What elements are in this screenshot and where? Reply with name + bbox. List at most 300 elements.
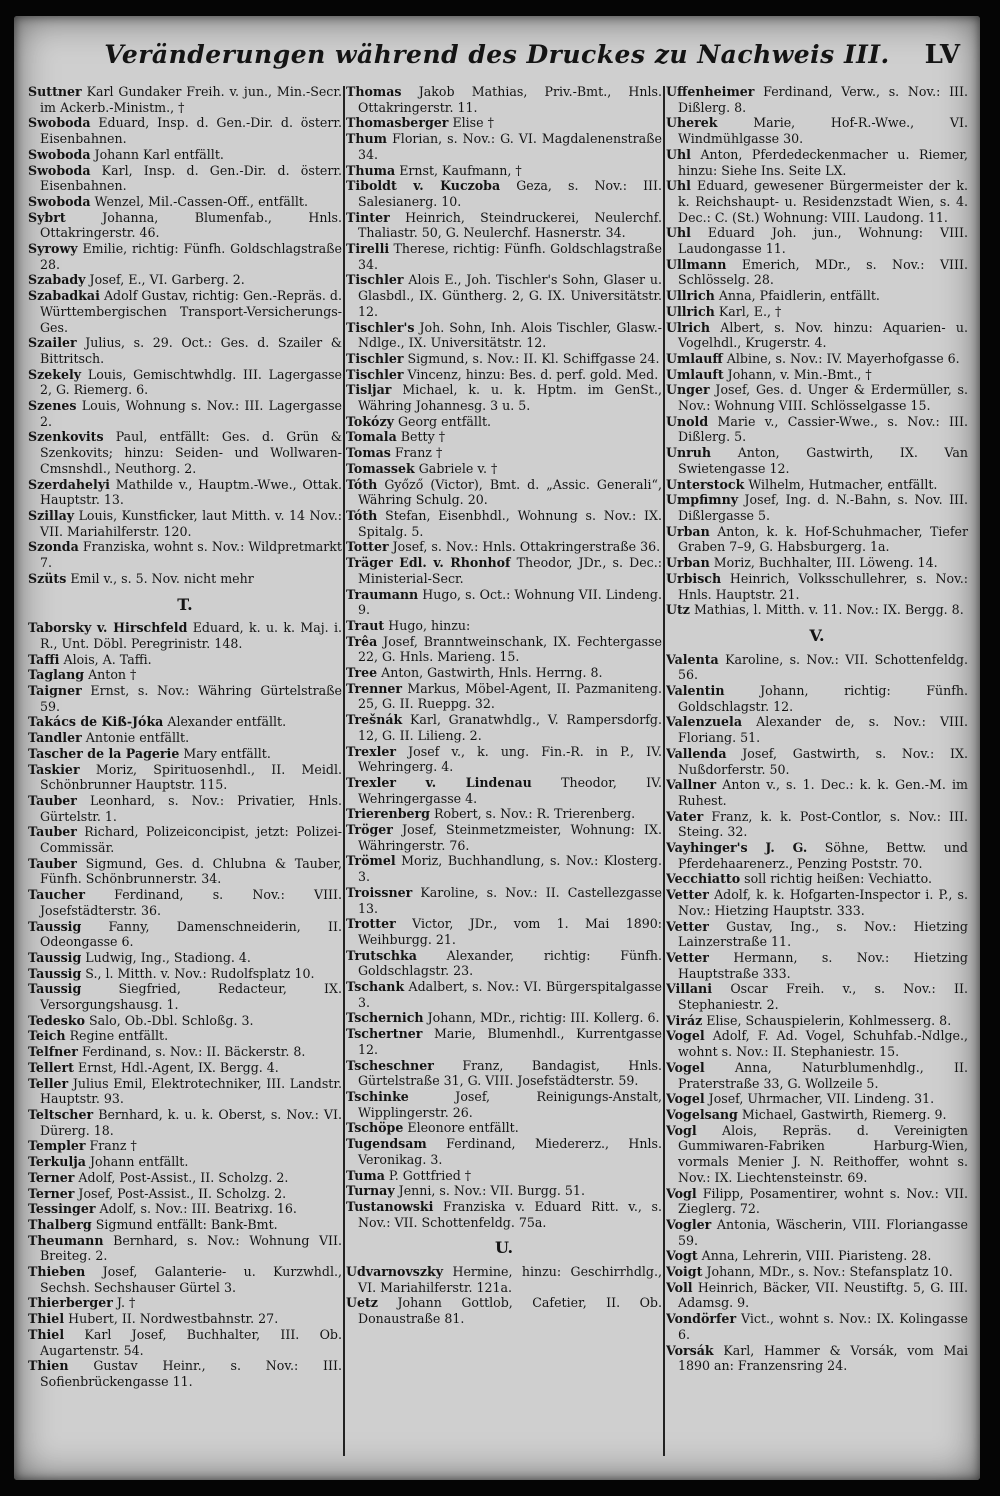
entry-name: Tomas <box>346 445 391 461</box>
directory-entry <box>346 131 662 162</box>
entry-name: Vogelsang <box>666 1107 738 1122</box>
entry-text: Ernst, Kaufmann, † <box>399 162 522 178</box>
directory-entry <box>28 1264 342 1295</box>
entry-text: Mary entfällt. <box>183 745 271 761</box>
directory-entry <box>666 777 968 808</box>
entry-text: Alois, Repräs. d. Vereinigten Gummiwaren-Fabriken Harburg-Wien, vormals Menier J. N. Reithoffer, wohnt s. Nov.: IX. Liechtensteinstr. 69. <box>678 1122 968 1185</box>
entry-name: Thomas <box>346 84 402 99</box>
directory-entry <box>666 414 968 445</box>
directory-entry <box>346 178 662 209</box>
directory-entry <box>666 1123 968 1186</box>
directory-entry <box>28 1028 342 1044</box>
entry-text: Anton, k. k. Hof-Schuhmacher, Tiefer Graben 7–9, G. Habsburgerg. 1a. <box>678 523 968 555</box>
directory-entry <box>28 288 342 335</box>
directory-entry <box>666 84 968 115</box>
entry-text: S., l. Mitth. v. Nov.: Rudolfsplatz 10. <box>85 965 315 981</box>
directory-entry <box>666 840 968 871</box>
entry-text: Moriz, Buchhalter, III. Löweng. 14. <box>713 555 938 571</box>
entry-text: Ernst, s. Nov.: Währing Gürtelstraße 59. <box>40 683 342 714</box>
entry-text: Josef, E., VI. Garberg. 2. <box>89 272 245 288</box>
directory-entry <box>346 948 662 979</box>
entry-name: Szabady <box>28 272 86 288</box>
entry-name: Tinter <box>346 209 390 225</box>
entry-text: Marie, Blumenhdl., Kurrentgasse 12. <box>358 1026 662 1057</box>
directory-entry <box>346 241 662 272</box>
entry-name: Traut <box>346 617 385 633</box>
entry-name: Swoboda <box>28 162 91 178</box>
entry-text: Adolf, k. k. Hofgarten-Inspector i. P., s. Nov.: Hietzing Hauptstr. 333. <box>678 887 968 918</box>
directory-entry <box>666 1107 968 1123</box>
directory-entry <box>666 1264 968 1280</box>
entry-name: Taskier <box>28 761 80 777</box>
entry-text: Albine, s. Nov.: IV. Mayerhofgasse 6. <box>726 350 960 366</box>
entry-text: Fanny, Damenschneiderin, II. Odeongasse 6. <box>40 918 342 950</box>
entry-text: Sigmund, Ges. d. Chlubna & Tauber, Fünfh. Schönbrunnerstr. 34. <box>40 855 342 887</box>
entry-name: Trexler v. Lindenau <box>346 774 532 790</box>
directory-entry <box>666 555 968 571</box>
directory-entry <box>346 775 662 806</box>
entry-text: Ludwig, Ing., Stadiong. 4. <box>85 949 251 965</box>
entry-text: Franz, k. k. Post-Contlor, s. Nov.: III. Steing. 32. <box>678 808 968 840</box>
entry-text: Söhne, Bettw. und Pferdehaarenerz., Penzing Poststr. 70. <box>678 840 968 871</box>
entry-text: Sigmund, s. Nov.: II. Kl. Schiffgasse 24. <box>407 350 660 366</box>
directory-entry <box>28 824 342 855</box>
directory-entry <box>28 429 342 476</box>
directory-entry <box>346 618 662 634</box>
entry-text: Jakob Mathias, Priv.-Bmt., Hnls. Ottakringerstr. 11. <box>358 84 662 115</box>
entry-text: Oscar Freih. v., s. Nov.: II. Stephaniestr. 2. <box>678 981 968 1013</box>
entry-name: Szillay <box>28 507 75 523</box>
directory-entry <box>346 1295 662 1326</box>
directory-entry <box>346 806 662 822</box>
directory-entry <box>666 524 968 555</box>
entry-name: Uetz <box>346 1295 378 1311</box>
entry-text: Antonie entfällt. <box>85 730 190 746</box>
entry-text: Hermann, s. Nov.: Hietzing Hauptstraße 333. <box>678 949 968 981</box>
entry-text: Adolf, F. Ad. Vogel, Schuhfab.-Ndlge., wohnt s. Nov.: II. Stephaniestr. 15. <box>678 1028 968 1060</box>
entry-name: Taborsky v. Hirschfeld <box>28 620 188 636</box>
entry-name: Thum <box>346 131 388 147</box>
entry-name: Vondörfer <box>666 1311 737 1327</box>
entry-text: Florian, s. Nov.: G. VI. Magdalenenstraße 34. <box>358 131 662 162</box>
entry-text: Stefan, Eisenbhdl., Wohnung s. Nov.: IX. Spitalg. 5. <box>358 507 662 539</box>
entry-name: Uffenheimer <box>666 84 755 99</box>
directory-entry <box>666 981 968 1012</box>
entry-name: Ullrich <box>666 303 715 319</box>
entry-name: Träger Edl. v. Rhonhof <box>346 555 511 571</box>
entry-name: Urban <box>666 555 710 571</box>
entry-name: Terner <box>28 1169 75 1185</box>
directory-entry <box>666 919 968 950</box>
directory-entry <box>28 762 342 793</box>
entry-text: Bernhard, k. u. k. Oberst, s. Nov.: VI. Dürerg. 18. <box>40 1107 342 1138</box>
entry-name: Tessinger <box>28 1201 96 1217</box>
entry-text: Theodor, IV. Wehringergasse 4. <box>358 774 662 806</box>
directory-entry <box>666 887 968 918</box>
section-heading: T. <box>177 594 193 614</box>
entry-name: Uhl <box>666 225 691 241</box>
entry-name: Vater <box>666 808 704 824</box>
entry-name: Thiel <box>28 1326 65 1342</box>
entry-text: Anton v., s. 1. Dec.: k. k. Gen.-M. im Ruhest. <box>678 777 968 808</box>
directory-entry <box>346 115 662 131</box>
directory-entry <box>666 304 968 320</box>
entry-text: Josef, Post-Assist., II. Scholzg. 2. <box>78 1185 287 1201</box>
entry-text: Győző (Victor), Bmt. d. „Assic. Generali“, Währing Schulg. 20. <box>358 476 662 508</box>
entry-text: Karl Josef, Buchhalter, III. Ob. Augartenstr. 54. <box>40 1326 342 1358</box>
entry-text: Marie v., Cassier-Wwe., s. Nov.: III. Dißlerg. 5. <box>678 413 968 445</box>
directory-entry <box>346 367 662 383</box>
directory-entry <box>28 1013 342 1029</box>
entry-name: Tröger <box>346 822 393 838</box>
entry-text: Emerich, MDr., s. Nov.: VIII. Schlösselg. 28. <box>678 256 968 288</box>
directory-entry <box>28 887 342 918</box>
entry-text: Emilie, richtig: Fünfh. Goldschlagstraße 28. <box>40 241 342 272</box>
entry-name: Tschank <box>346 979 405 995</box>
directory-entry <box>346 744 662 775</box>
directory-entry <box>666 351 968 367</box>
directory-entry <box>346 1058 662 1089</box>
directory-page <box>14 16 980 1480</box>
entry-name: Uherek <box>666 115 718 131</box>
directory-entry <box>666 178 968 225</box>
directory-entry <box>666 1217 968 1248</box>
entry-name: Taussig <box>28 918 82 934</box>
entry-name: Szenes <box>28 398 77 414</box>
entry-text: Mathias, l. Mitth. v. 11. Nov.: IX. Bergg. 8. <box>693 602 964 618</box>
directory-entry <box>28 919 342 950</box>
entry-name: Umlauff <box>666 350 723 366</box>
entry-text: Josef, Ing. d. N.-Bahn, s. Nov. III. Dißlergasse 5. <box>678 492 968 523</box>
column-divider <box>663 86 665 1456</box>
entry-text: Alexander de, s. Nov.: VIII. Floriang. 51. <box>678 714 968 746</box>
entry-text: Vincenz, hinzu: Bes. d. perf. gold. Med. <box>407 366 659 382</box>
directory-entry <box>28 1076 342 1107</box>
entry-text: P. Gottfried † <box>388 1167 472 1183</box>
directory-entry <box>346 210 662 241</box>
entry-name: Trierenberg <box>346 806 430 822</box>
entry-text: Adolf, Post-Assist., II. Scholzg. 2. <box>78 1169 289 1185</box>
entry-name: Syrowy <box>28 241 78 257</box>
entry-text: Eleonore entfällt. <box>407 1120 519 1136</box>
directory-entry <box>666 147 968 178</box>
entry-text: J. † <box>116 1295 136 1311</box>
entry-text: Louis, Wohnung s. Nov.: III. Lagergasse 2. <box>40 398 342 429</box>
entry-text: Karoline, s. Nov.: VII. Schottenfeldg. 56. <box>678 651 968 683</box>
entry-name: Traumann <box>346 586 419 602</box>
directory-entry <box>28 147 342 163</box>
entry-name: Vetter <box>666 887 709 903</box>
directory-entry <box>346 1120 662 1136</box>
entry-text: Georg entfällt. <box>397 413 492 429</box>
directory-entry <box>28 163 342 194</box>
directory-entry <box>28 367 342 398</box>
entry-name: Swoboda <box>28 193 91 209</box>
directory-entry <box>28 620 342 651</box>
entry-name: Villani <box>666 981 713 997</box>
entry-text: Julius, s. 29. Oct.: Ges. d. Szailer & Bittritsch. <box>40 335 342 366</box>
entry-name: Szüts <box>28 570 67 586</box>
directory-entry <box>346 351 662 367</box>
entry-text: Theodor, JDr., s. Dec.: Ministerial-Secr. <box>358 555 662 586</box>
entry-name: Uhl <box>666 178 691 194</box>
entry-name: Trutschka <box>346 947 417 963</box>
entry-text: Josef, Ges. d. Unger & Erdermüller, s. Nov.: Wohnung VIII. Schlösselgasse 15. <box>678 382 968 414</box>
directory-entry <box>346 1026 662 1057</box>
entry-name: Taussig <box>28 949 82 965</box>
entry-name: Tiboldt v. Kuczoba <box>346 178 501 194</box>
entry-name: Unterstock <box>666 476 745 492</box>
entry-text: soll richtig heißen: Vechiatto. <box>744 871 932 887</box>
entry-name: Tascher de la Pagerie <box>28 745 180 761</box>
entry-text: Albert, s. Nov. hinzu: Aquarien- u. Vogelhdl., Krugerstr. 4. <box>678 319 968 351</box>
entry-text: Heinrich, Bäcker, VII. Neustiftg. 5, G. III. Adamsg. 9. <box>678 1279 968 1311</box>
entry-text: Alois, A. Taffi. <box>63 651 152 667</box>
directory-entry <box>28 730 342 746</box>
entry-name: Ulrich <box>666 319 711 335</box>
entry-text: Betty † <box>400 429 446 445</box>
directory-entry <box>28 1217 342 1233</box>
directory-entry <box>28 210 342 241</box>
entry-name: Urbisch <box>666 570 722 586</box>
directory-entry <box>346 163 662 179</box>
directory-entry <box>28 477 342 508</box>
directory-entry <box>346 587 662 618</box>
entry-name: Thomasberger <box>346 115 449 131</box>
directory-entry <box>28 1295 342 1311</box>
entry-name: Tauber <box>28 792 77 808</box>
entry-name: Troissner <box>346 884 413 900</box>
entry-text: Paul, entfällt: Ges. d. Grün & Szenkovits; hinzu: Seiden- und Wollwaren-Cmsnshdl., Neuthorg. 2. <box>40 429 342 476</box>
directory-entry <box>346 555 662 586</box>
directory-entry <box>28 1170 342 1186</box>
entry-name: Trömel <box>346 853 396 869</box>
entry-name: Vogler <box>666 1216 712 1232</box>
directory-entry <box>346 681 662 712</box>
entry-text: Markus, Möbel-Agent, II. Pazmaniteng. 25, G. II. Rueppg. 32. <box>358 680 662 712</box>
entry-name: Tóth <box>346 507 378 523</box>
entry-name: Tugendsam <box>346 1136 427 1152</box>
entry-text: Julius Emil, Elektrotechniker, III. Landstr. Hauptstr. 93. <box>40 1075 342 1107</box>
directory-entry <box>28 272 342 288</box>
entry-text: Johann Gottlob, Cafetier, II. Ob. Donaustraße 81. <box>358 1295 662 1327</box>
entry-text: Emil v., s. 5. Nov. nicht mehr <box>70 570 254 586</box>
directory-entry <box>346 461 662 477</box>
entry-name: Voigt <box>666 1264 703 1280</box>
entry-text: Johann Karl entfällt. <box>94 146 224 162</box>
entry-text: Ferdinand, s. Nov.: II. Bäckerstr. 8. <box>81 1044 306 1060</box>
directory-entry <box>666 714 968 745</box>
entry-text: Anton, Pferdedeckenmacher u. Riemer, hinzu: Siehe Ins. Seite LX. <box>678 146 968 178</box>
directory-entry <box>666 1280 968 1311</box>
entry-name: Valenta <box>666 651 719 667</box>
directory-entry <box>28 115 342 146</box>
entry-text: Karl Gundaker Freih. v. jun., Min.-Secr. im Ackerb.-Ministm., † <box>40 84 342 115</box>
entry-text: Alexander, richtig: Fünfh. Goldschlagstr. 23. <box>358 947 662 979</box>
entry-name: Valenzuela <box>666 714 742 730</box>
entry-text: Hermine, hinzu: Geschirrhdlg., VI. Mariahilferstr. 121a. <box>358 1264 662 1295</box>
directory-entry <box>28 1138 342 1154</box>
directory-entry <box>28 1060 342 1076</box>
entry-text: Geza, s. Nov.: III. Salesianerg. 10. <box>358 178 662 209</box>
entry-name: Tisljar <box>346 382 392 398</box>
entry-text: Josef, Galanterie- u. Kurzwhdl., Sechsh. Sechshauser Gürtel 3. <box>40 1264 342 1295</box>
directory-entry <box>28 746 342 762</box>
directory-entry <box>346 1010 662 1026</box>
entry-text: Eduard Joh. jun., Wohnung: VIII. Laudongasse 11. <box>678 225 968 257</box>
entry-name: Udvarnovszky <box>346 1264 444 1280</box>
entry-name: Taffi <box>28 651 60 667</box>
entry-text: Marie, Hof-R.-Wwe., VI. Windmühlgasse 30. <box>678 115 968 147</box>
entry-text: Ernst, Hdl.-Agent, IX. Bergg. 4. <box>78 1059 279 1075</box>
page-number: LV <box>924 40 960 70</box>
entry-name: Tóth <box>346 476 378 492</box>
entry-name: Teller <box>28 1075 69 1091</box>
entry-text: Eduard, k. u. k. Maj. i. R., Unt. Döbl. Peregrinistr. 148. <box>40 620 342 651</box>
entry-text: Josef, Reinigungs-Anstalt, Wipplingerstr. 26. <box>358 1089 662 1120</box>
entry-text: Michael, k. u. k. Hptm. im GenSt., Währing Johannesg. 3 u. 5. <box>358 382 662 414</box>
entry-name: Valentin <box>666 683 725 699</box>
entry-text: Leonhard, s. Nov.: Privatier, Hnls. Gürtelstr. 1. <box>40 792 342 824</box>
directory-entry <box>346 1089 662 1120</box>
entry-text: Moriz, Buchhandlung, s. Nov.: Klosterg. 3. <box>358 853 662 885</box>
entry-name: Thieben <box>28 1264 86 1280</box>
entry-text: Johann, richtig: Fünfh. Goldschlagstr. 12. <box>678 683 968 714</box>
entry-name: Suttner <box>28 84 82 99</box>
directory-entry <box>28 1154 342 1170</box>
entry-text: Johann, MDr., richtig: III. Kollerg. 6. <box>427 1010 660 1026</box>
directory-entry <box>28 1233 342 1264</box>
entry-text: Siegfried, Redacteur, IX. Versorgungshausg. 1. <box>40 981 342 1013</box>
entry-text: Franz, Bandagist, Hnls. Gürtelstraße 31, G. VIII. Josefstädterstr. 59. <box>358 1057 662 1089</box>
entry-text: Johann, v. Min.-Bmt., † <box>727 366 872 382</box>
directory-entry <box>666 1028 968 1059</box>
entry-text: Joh. Sohn, Inh. Alois Tischler, Glasw.-Ndlge., IX. Universitätstr. 12. <box>358 319 662 351</box>
entry-name: Tellert <box>28 1059 74 1075</box>
entry-text: Elise, Schauspielerin, Kohlmesserg. 8. <box>706 1012 952 1028</box>
entry-name: Tedesko <box>28 1012 85 1028</box>
entry-text: Eduard, Insp. d. Gen.-Dir. d. österr. Eisenbahnen. <box>40 115 342 147</box>
entry-name: Vogel <box>666 1028 705 1044</box>
entry-text: Franz † <box>89 1138 137 1154</box>
directory-entry <box>346 979 662 1010</box>
directory-entry <box>346 320 662 351</box>
entry-name: Tschernich <box>346 1010 424 1026</box>
entry-text: Wenzel, Mil.-Cassen-Off., entfällt. <box>94 193 308 209</box>
entry-text: Heinrich, Volksschullehrer, s. Nov.: Hnls. Hauptstr. 21. <box>678 570 968 602</box>
entry-text: Anton, Gastwirth, IX. Van Swietengasse 12. <box>678 445 968 476</box>
entry-text: Michael, Gastwirth, Riemerg. 9. <box>741 1107 947 1122</box>
directory-entry <box>28 1186 342 1202</box>
directory-entry <box>28 950 342 966</box>
entry-name: Vayhinger's J. G. <box>666 840 808 856</box>
page-title: Veränderungen während des Druckes zu Nachweis III. <box>104 40 890 69</box>
entry-name: Taussig <box>28 981 82 997</box>
entry-name: Tomassek <box>346 460 415 476</box>
entry-text: Moriz, Spirituosenhdl., II. Meidl. Schönbrunner Hauptstr. 115. <box>40 761 342 793</box>
entry-name: Terkulja <box>28 1154 86 1170</box>
directory-entry <box>346 885 662 916</box>
directory-entry <box>28 335 342 366</box>
entry-name: Umlauft <box>666 366 724 382</box>
entry-text: Anna, Lehrerin, VIII. Piaristeng. 28. <box>701 1248 932 1264</box>
entry-name: Trexler <box>346 743 397 759</box>
entry-text: Adalbert, s. Nov.: VI. Bürgerspitalgasse 3. <box>358 979 662 1010</box>
directory-entry <box>28 1044 342 1060</box>
entry-name: Sybrt <box>28 209 66 225</box>
entry-text: Heinrich, Steindruckerei, Neulerchf. Thaliastr. 50, G. Neulerchf. Hasnerstr. 34. <box>358 209 662 241</box>
directory-entry <box>28 539 342 570</box>
directory-entry <box>346 1199 662 1230</box>
entry-text: Franziska, wohnt s. Nov.: Wildpretmarkt 7. <box>40 539 342 571</box>
directory-entry <box>666 809 968 840</box>
directory-entry <box>346 382 662 413</box>
entry-text: Regine entfällt. <box>69 1028 169 1044</box>
directory-entry <box>28 508 342 539</box>
directory-entry <box>666 225 968 256</box>
entry-name: Tschertner <box>346 1026 423 1042</box>
entry-name: Urban <box>666 523 710 539</box>
directory-entry <box>666 445 968 476</box>
section-heading: U. <box>494 1238 514 1258</box>
entry-text: Josef, s. Nov.: Hnls. Ottakringerstraße 36. <box>392 539 661 555</box>
entry-name: Vallenda <box>666 745 727 761</box>
entry-text: Franziska v. Eduard Ritt. v., s. Nov.: VII. Schottenfeldg. 75a. <box>358 1198 662 1230</box>
entry-name: Thiel <box>28 1311 65 1327</box>
entry-name: Thuma <box>346 162 396 178</box>
entry-name: Viráz <box>666 1012 703 1028</box>
entry-name: Vorsák <box>666 1342 714 1358</box>
directory-entry <box>346 445 662 461</box>
entry-text: Johanna, Blumenfab., Hnls. Ottakringerstr. 46. <box>40 209 342 241</box>
entry-text: Karoline, s. Nov.: II. Castellezgasse 13. <box>358 884 662 916</box>
directory-entry <box>346 916 662 947</box>
directory-entry <box>28 793 342 824</box>
entry-text: Bernhard, s. Nov.: Wohnung VII. Breiteg. 2. <box>40 1232 342 1264</box>
entry-name: Telfner <box>28 1044 78 1060</box>
directory-entry <box>346 539 662 555</box>
column-3 <box>666 84 968 1460</box>
entry-text: Wilhelm, Hutmacher, entfällt. <box>748 476 938 492</box>
entry-text: Gustav Heinr., s. Nov.: III. Sofienbrückengasse 11. <box>40 1358 342 1389</box>
entry-text: Louis, Gemischtwhdlg. III. Lagergasse 2, G. Riemerg. 6. <box>40 366 342 398</box>
directory-entry <box>666 602 968 618</box>
directory-entry <box>346 1136 662 1167</box>
entry-name: Szerdahelyi <box>28 476 110 492</box>
entry-name: Vetter <box>666 918 709 934</box>
directory-entry <box>28 667 342 683</box>
entry-name: Tomala <box>346 429 397 445</box>
entry-text: Anton, Gastwirth, Hnls. Herrng. 8. <box>381 665 603 681</box>
entry-name: Thierberger <box>28 1295 113 1311</box>
entry-name: Vogl <box>666 1122 697 1138</box>
entry-text: Robert, s. Nov.: R. Trierenberg. <box>433 806 636 822</box>
entry-text: Eduard, gewesener Bürgermeister der k. k. Reichshaupt- u. Residenzstadt Wien, s. 4. Dec.: C. (St.) Wohnung: VIII. Laudong. 11. <box>678 178 968 225</box>
directory-entry <box>28 856 342 887</box>
directory-entry <box>666 320 968 351</box>
entry-text: Mathilde v., Hauptm.-Wwe., Ottak. Hauptstr. 13. <box>40 476 342 508</box>
entry-name: Unold <box>666 413 709 429</box>
entry-name: Tirelli <box>346 241 390 257</box>
directory-entry <box>346 1264 662 1295</box>
entry-name: Tschinke <box>346 1089 409 1104</box>
directory-entry <box>346 853 662 884</box>
entry-name: Vogel <box>666 1059 705 1075</box>
directory-entry <box>28 652 342 668</box>
entry-name: Tustanowski <box>346 1198 434 1214</box>
directory-entry <box>666 571 968 602</box>
entry-name: Taussig <box>28 965 82 981</box>
